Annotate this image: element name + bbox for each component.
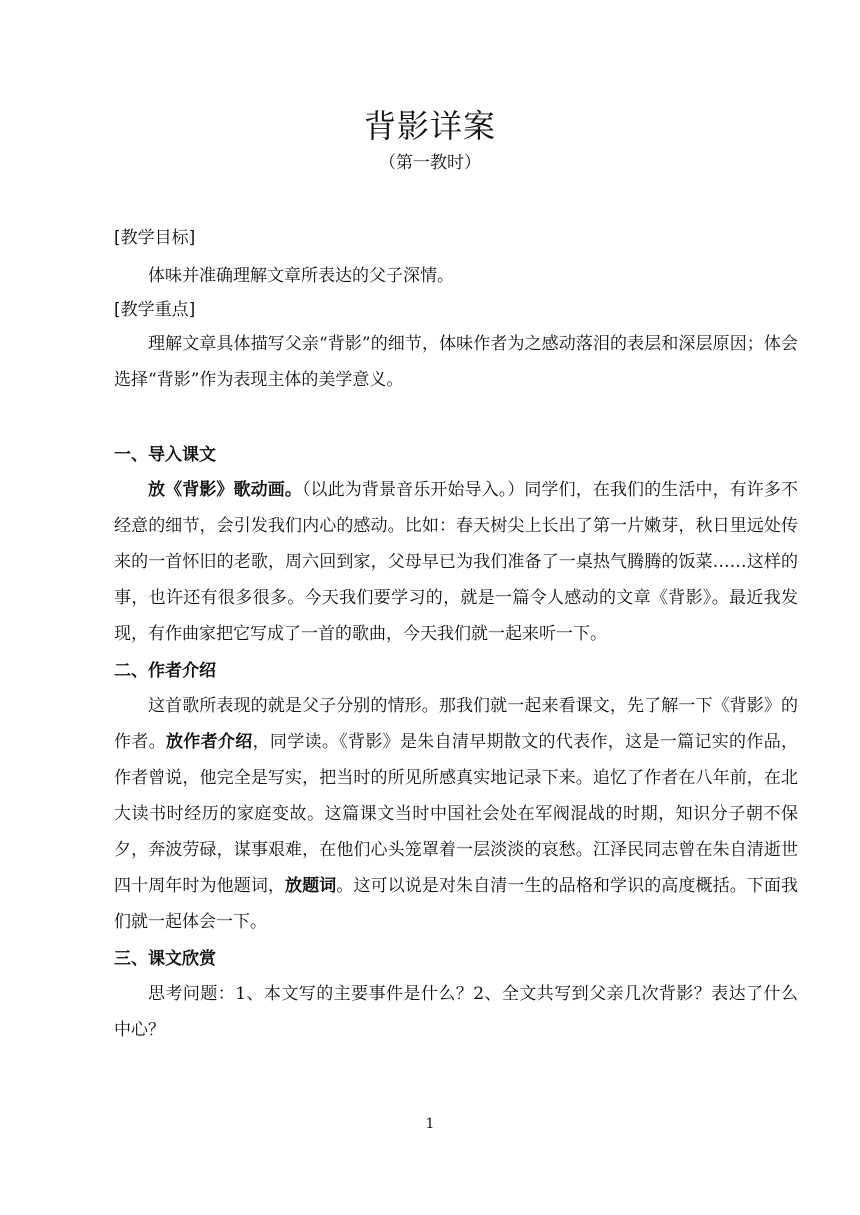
key-points-text: 理解文章具体描写父亲“背影”的细节，体味作者为之感动落泪的表层和深层原因；体会选择“背影”作为表现主体的美学意义。	[114, 334, 798, 390]
objectives-text: 体味并准确理解文章所表达的父子深情。	[148, 266, 454, 286]
section-1-paragraph	[114, 472, 798, 652]
section-3-heading: 三、课文欣赏	[114, 949, 216, 969]
section-2-heading: 二、作者介绍	[114, 661, 216, 681]
objectives-heading: [教学目标]	[114, 228, 196, 248]
section-2-text-c: 。这可以说是对朱自清一生的品格和学识的高度概括。下面我们就一起体会一下。	[114, 876, 799, 932]
section-2-text-a: 这首歌所表现的就是父子分别的情形。那我们就一起来看课文，先了解一下《背影》的作者。	[114, 696, 798, 752]
section-2-text-b: ，同学读。《背影》是朱自清早期散文的代表作，这是一篇记实的作品，作者曾说，他完全是写实，把当时的所见所感真实地记录下来。追忆了作者在八年前，在北大读书时经历的家庭变故。这篇课文当时中国社会处在军阀混战的时期，知识分子朝不保夕，奔波劳碌，谋事艰难，在他们心头笼罩着一层淡淡的哀愁。江泽民同志曾在朱自清逝世四十周年时为他题词，	[114, 732, 799, 896]
section-1-heading: 一、导入课文	[114, 445, 216, 465]
section-2-bold-a: 放作者介绍	[165, 732, 253, 752]
section-3-paragraph: 思考问题：1、本文写的主要事件是什么？2、全文共写到父亲几次背影？表达了什么中心？	[114, 984, 798, 1040]
key-points-heading: [教学重点]	[114, 300, 196, 320]
page-number: 1	[425, 1116, 435, 1132]
section-1-bold-lead: 放《背影》歌动画。	[148, 480, 302, 500]
document-subtitle: （第一教时）	[379, 153, 481, 173]
document-title: 背影详案	[363, 107, 496, 145]
document-body	[114, 222, 798, 1048]
section-2-paragraph	[114, 688, 798, 940]
section-2-bold-b: 放题词	[285, 876, 337, 896]
section-1-text: （以此为背景音乐开始导入。）同学们，在我们的生活中，有许多不经意的细节，会引发我们内心的感动。比如：春天树尖上长出了第一片嫩芽，秋日里远处传来的一首怀旧的老歌，周六回到家，父母早已为我们准备了一桌热气腾腾的饭菜……这样的事，也许还有很多很多。今天我们要学习的，就是一篇令人感动的文章《背影》。最近我发现，有作曲家把它写成了一首的歌曲，今天我们就一起来听一下。	[114, 480, 799, 644]
